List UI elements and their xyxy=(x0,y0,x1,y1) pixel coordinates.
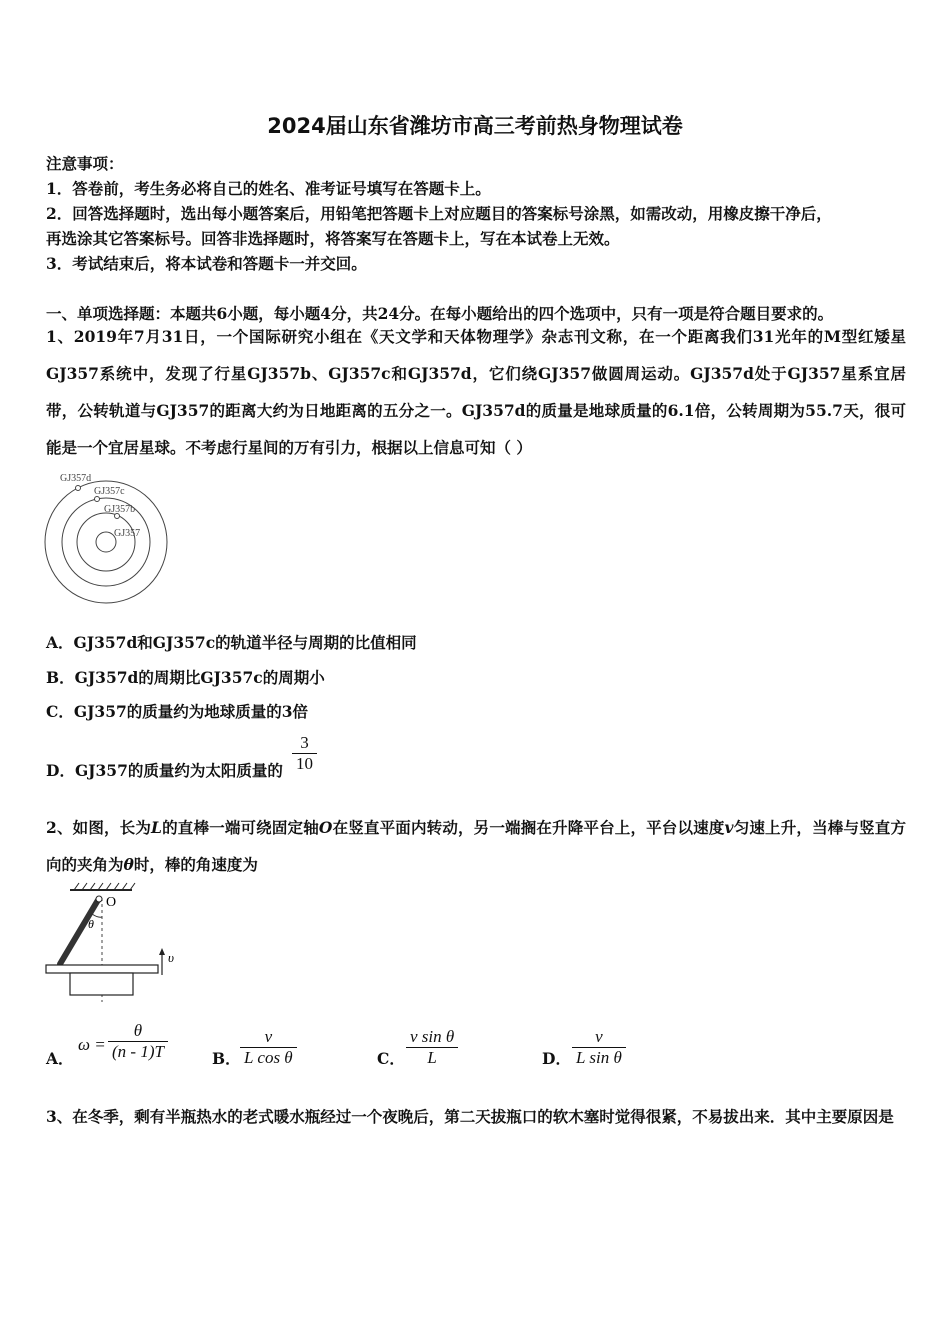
q1-option-b: B．GJ357d的周期比GJ357c的周期小 xyxy=(46,668,325,687)
q2-option-b-label: B． xyxy=(212,1049,241,1068)
angle-label: θ xyxy=(88,917,94,931)
q1-option-d-fraction: $\frac{3}{10}$ xyxy=(292,733,317,774)
q2-option-a-label: A． xyxy=(46,1049,74,1068)
q2-option-b-fraction: $\frac{v}{\text{L cos θ}}$ xyxy=(240,1027,297,1068)
notice-item: 1．答卷前，考生务必将自己的姓名、准考证号填写在答题卡上。 xyxy=(46,179,491,198)
rod-platform-diagram xyxy=(40,880,190,1005)
q2-option-d-fraction: $\frac{v}{\text{L sin θ}}$ xyxy=(572,1027,626,1068)
q2-option-d-label: D． xyxy=(542,1049,571,1068)
q1-option-a: A．GJ357d和GJ357c的轨道半径与周期的比值相同 xyxy=(46,633,417,652)
q2-option-a-prefix: ω = xyxy=(78,1035,106,1054)
q1-option-c: C．GJ357的质量约为地球质量的3倍 xyxy=(46,702,309,721)
section-heading: 一、单项选择题：本题共6小题，每小题4分，共24分。在每小题给出的四个选项中，只有一项是符合题目要求的。 xyxy=(46,304,834,323)
pivot-label: O xyxy=(106,895,117,910)
q2-option-c-label: C． xyxy=(377,1049,405,1068)
notice-heading: 注意事项： xyxy=(46,154,124,173)
q2-option-a-fraction: $\frac{\theta}{(n - 1)T}$ xyxy=(108,1021,168,1062)
q1-option-d: D．GJ357的质量约为太阳质量的 xyxy=(46,761,283,780)
notice-item: 再选涂其它答案标号。回答非选择题时，将答案写在答题卡上，写在本试卷上无效。 xyxy=(46,229,620,248)
notice-item: 2．回答选择题时，选出每小题答案后，用铅笔把答题卡上对应题目的答案标号涂黑，如需改动，用橡皮擦干净后， xyxy=(46,204,832,223)
label-gj357c: GJ357c xyxy=(94,486,125,497)
question-2-stem: 2、如图，长为L的直棒一端可绕固定轴O在竖直平面内转动，另一端搁在升降平台上，平台以速度v匀速上升，当棒与竖直方向的夹角为θ时，棒的角速度为 xyxy=(46,818,906,874)
question-1-stem: 1、2019年7月31日，一个国际研究小组在《天文学和天体物理学》杂志刊文称，在一个距离我们31光年的M型红矮星GJ357系统中，发现了行星GJ357b、GJ357c和GJ357d，它们绕GJ357做圆周运动。GJ357d处于GJ357星系宜居带，公转轨道与GJ357的距离大约为日地距离的五分之一。GJ357d的质量是地球质量的6.1倍，公转周期为55.7天，很可能是一个宜居星球。不考虑行星间的万有引力，根据以上信息可知（ ） xyxy=(46,327,906,457)
q2-option-c-fraction: $\frac{\text{v sin θ}}{L}$ xyxy=(406,1027,458,1068)
label-gj357: GJ357 xyxy=(114,528,141,539)
notice-item: 3．考试结束后，将本试卷和答题卡一并交回。 xyxy=(46,254,367,273)
label-gj357d: GJ357d xyxy=(60,473,92,484)
question-3-stem: 3、在冬季，剩有半瓶热水的老式暖水瓶经过一个夜晚后，第二天拔瓶口的软木塞时觉得很紧，不易拔出来．其中主要原因是 xyxy=(46,1107,894,1126)
label-gj357b: GJ357b xyxy=(104,504,136,515)
velocity-label: υ xyxy=(168,950,174,965)
page-title: 2024届山东省潍坊市高三考前热身物理试卷 xyxy=(267,114,683,138)
orbit-diagram xyxy=(40,468,180,608)
